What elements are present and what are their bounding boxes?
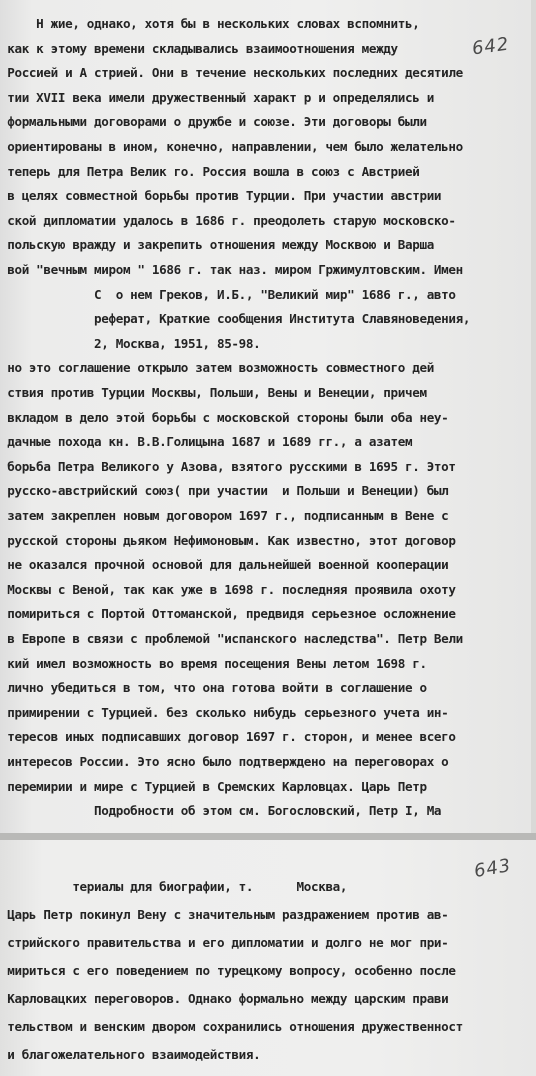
text-line: ориентированы в ином, конечно, направлении, чем было желательно [0,139,463,154]
text-line: Н жие, однако, хотя бы в нескольких словах вспомнить, [0,16,420,31]
text-line: мириться с его поведением по турецкому вопросу, особенно после [0,963,456,978]
text-line: Подробности об этом см. Богословский, Петр I, Ма [0,803,442,819]
text-line: лично убедиться в том, что она готова войти в соглашение о [0,680,427,696]
text-line: Россией и А стрией. Они в течение нескольких последних десятиле [0,65,463,81]
text-line: дачные похода кн. В.В.Голицына 1687 и 1689 гг., а азатем [0,434,413,450]
text-line: териалы для биографии, т. Москва, [0,879,348,894]
text-line: как к этому времени складывались взаимоотношения между [0,40,398,56]
text-line: Царь Петр покинул Вену с значительным раздражением против ав- [0,907,449,922]
text-line: и благожелательного взаимодействия. [0,1047,261,1062]
text-line: теперь для Петра Велик го. Россия вошла в союз с Австрией [0,163,420,179]
text-line: в целях совместной борьбы против Турции. При участии австрии [0,188,442,204]
text-line: интересов России. Это ясно было подтверждено на переговорах о [0,754,449,769]
page-number-643: 643 [472,854,513,883]
text-line: затем закреплен новым договором 1697 г., подписанным в Вене с [0,508,449,523]
text-line: ствия против Турции Москвы, Польши, Вены и Венеции, причем [0,385,427,400]
text-line: в Европе в связи с проблемой "испанского наследства". Петр Вели [0,631,463,646]
text-line: вой "вечным миром " 1686 г. так наз. миром Гржимултовским. Имен [0,262,463,277]
text-line: перемирии и мире с Турцией в Сремских Карловцах. Царь Петр [0,778,427,794]
text-line: русской стороны дьяком Нефимоновым. Как известно, этот договор [0,532,456,548]
text-line: формальными договорами о дружбе и союзе. Эти договоры были [0,114,427,130]
text-line: ской дипломатии удалось в 1686 г. преодолеть старую московско- [0,212,456,228]
text-line: кий имел возможность во время посещения Вены летом 1698 г. [0,655,427,671]
text-line: С о нем Греков, И.Б., "Великий мир" 1686 г., авто [0,286,456,302]
text-line: стрийского правительства и его дипломатии и долго не мог при- [0,935,449,950]
document-page-bottom [0,840,536,1076]
text-line: тересов иных подписавших договор 1697 г. сторон, и менее всего [0,729,456,745]
text-line: вкладом в дело этой борьбы с московской стороны были оба неу- [0,409,449,425]
text-line: тии XVII века имели дружественный характ р и определялись и [0,89,434,105]
text-line: русско-австрийский союз( при участии и Польши и Венеции) был [0,483,449,499]
text-line: помириться с Портой Оттоманской, предвидя серьезное осложнение [0,606,456,622]
text-line: не оказался прочной основой для дальнейшей военной кооперации [0,557,449,573]
text-line: борьба Петра Великого у Азова, взятого русскими в 1695 г. Этот [0,458,456,474]
text-line: тельством и венским двором сохранились отношения дружественност [0,1019,463,1034]
text-line: Москвы с Веной, так как уже в 1698 г. последняя проявила охоту [0,581,456,597]
text-line: польскую вражду и закрепить отношения между Москвою и Варша [0,237,434,253]
text-line: 2, Москва, 1951, 85-98. [0,335,261,351]
text-line: но это соглашение открыло затем возможность совместного дей [0,360,434,376]
text-line: реферат, Краткие сообщения Института Славяноведения, [0,311,471,327]
page-number-642: 642 [470,33,511,60]
text-line: Карловацких переговоров. Однако формально между царским прави [0,991,449,1006]
text-line: примирении с Турцией. без сколько нибудь серьезного учета ин- [0,704,449,720]
page-gap [0,833,536,840]
